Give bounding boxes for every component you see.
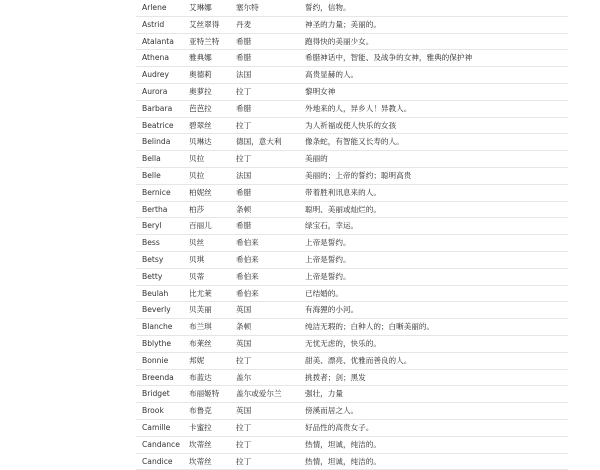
chinese-name-cell: 柏莎 [189, 204, 205, 214]
english-name-cell: Betty [142, 271, 163, 281]
origin-cell: 希腊 [236, 53, 252, 63]
table-row [136, 252, 568, 269]
meaning-cell: 强壮，力量 [305, 389, 343, 399]
origin-cell: 条顿 [236, 204, 252, 214]
origin-cell: 希腊 [236, 103, 252, 113]
chinese-name-cell: 布莱丝 [189, 338, 212, 348]
english-name-cell: Breenda [142, 372, 174, 382]
meaning-cell: 跑得快的美丽少女。 [305, 36, 374, 46]
english-name-cell: Bella [142, 154, 161, 164]
meaning-cell: 绿宝石，幸运。 [305, 221, 359, 231]
meaning-cell: 希腊神话中，智能、及战争的女神，雅典的保护神 [305, 53, 473, 63]
origin-cell: 希腊 [236, 36, 252, 46]
origin-cell: 拉丁 [236, 439, 252, 449]
meaning-cell: 挑拨者；剑；黑发 [305, 372, 366, 382]
table-row [136, 50, 568, 67]
origin-cell: 拉丁 [236, 355, 252, 365]
chinese-name-cell: 卡蜜拉 [189, 422, 212, 432]
chinese-name-cell: 比尤莱 [189, 288, 212, 298]
english-name-cell: Atalanta [142, 36, 174, 46]
origin-cell: 希伯来 [236, 254, 259, 264]
table-row [136, 17, 568, 34]
table-row [136, 420, 568, 437]
chinese-name-cell: 奥萝拉 [189, 86, 212, 96]
english-name-cell: Bridget [142, 389, 170, 399]
origin-cell: 拉丁 [236, 456, 252, 466]
origin-cell: 希伯来 [236, 288, 259, 298]
meaning-cell: 带着胜利讯息来的人。 [305, 187, 381, 197]
english-name-cell: Bertha [142, 204, 168, 214]
table-row [136, 235, 568, 252]
english-name-cell: Athena [142, 53, 169, 63]
chinese-name-cell: 贝琪 [189, 254, 205, 264]
meaning-cell: 黎明女神 [305, 86, 336, 96]
names-table [136, 0, 568, 470]
origin-cell: 英国 [236, 305, 252, 315]
chinese-name-cell: 百丽儿 [189, 221, 212, 231]
meaning-cell: 好品性的高贵女子。 [305, 422, 374, 432]
origin-cell: 希腊 [236, 221, 252, 231]
origin-cell: 拉丁 [236, 422, 252, 432]
meaning-cell: 美丽的；上帝的誓约；聪明高贵 [305, 170, 412, 180]
origin-cell: 希伯来 [236, 271, 259, 281]
meaning-cell: 热情，坦诚，纯洁的。 [305, 439, 381, 449]
english-name-cell: Brook [142, 406, 164, 416]
english-name-cell: Candice [142, 456, 173, 466]
origin-cell: 丹麦 [236, 19, 252, 29]
origin-cell: 英国 [236, 406, 252, 416]
table-row [136, 185, 568, 202]
chinese-name-cell: 奥德莉 [189, 70, 212, 80]
table-row [136, 319, 568, 336]
chinese-name-cell: 布兰琪 [189, 322, 212, 332]
english-name-cell: Beryl [142, 221, 162, 231]
meaning-cell: 上帝是誓约。 [305, 238, 351, 248]
chinese-name-cell: 邦妮 [189, 355, 205, 365]
chinese-name-cell: 布蓝达 [189, 372, 212, 382]
table-row [136, 151, 568, 168]
origin-cell: 法国 [236, 170, 252, 180]
chinese-name-cell: 贝拉 [189, 154, 205, 164]
table-row [136, 84, 568, 101]
chinese-name-cell: 芭芭拉 [189, 103, 212, 113]
origin-cell: 拉丁 [236, 154, 252, 164]
chinese-name-cell: 雅典娜 [189, 53, 212, 63]
table-row [136, 370, 568, 387]
table-row [136, 134, 568, 151]
chinese-name-cell: 贝拉 [189, 170, 205, 180]
table-row [136, 403, 568, 420]
table-row [136, 168, 568, 185]
meaning-cell: 有海狸的小河。 [305, 305, 359, 315]
chinese-name-cell: 艾琳娜 [189, 3, 212, 12]
english-name-cell: Aurora [142, 86, 168, 96]
chinese-name-cell: 贝丝 [189, 238, 205, 248]
table-row [136, 67, 568, 84]
table-row [136, 286, 568, 303]
meaning-cell: 无忧无虑的，快乐的。 [305, 338, 381, 348]
meaning-cell: 已结婚的。 [305, 288, 343, 298]
english-name-cell: Betsy [142, 254, 164, 264]
table-row [136, 101, 568, 118]
chinese-name-cell: 贝芙丽 [189, 305, 212, 315]
english-name-cell: Beverly [142, 305, 171, 315]
chinese-name-cell: 亚特兰特 [189, 36, 220, 46]
meaning-cell: 神圣的力量；美丽的。 [305, 19, 381, 29]
english-name-cell: Candance [142, 439, 180, 449]
meaning-cell: 甜美、漂亮、优雅而善良的人。 [305, 355, 412, 365]
table-row [136, 336, 568, 353]
table-row [136, 218, 568, 235]
english-name-cell: Camille [142, 422, 171, 432]
english-name-cell: Beulah [142, 288, 169, 298]
origin-cell: 拉丁 [236, 120, 252, 130]
origin-cell: 盖尔或爱尔兰 [236, 389, 282, 399]
english-name-cell: Beatrice [142, 120, 174, 130]
origin-cell: 英国 [236, 338, 252, 348]
chinese-name-cell: 坎蒂丝 [189, 456, 212, 466]
chinese-name-cell: 碧翠丝 [189, 120, 212, 130]
chinese-name-cell: 柏妮丝 [189, 187, 212, 197]
chinese-name-cell: 艾丝翠得 [189, 19, 220, 29]
origin-cell: 法国 [236, 70, 252, 80]
meaning-cell: 高贵显赫的人。 [305, 70, 359, 80]
meaning-cell: 誓约，信物。 [305, 3, 351, 12]
meaning-cell: 傍溪而居之人。 [305, 406, 359, 416]
table-row [136, 118, 568, 135]
table-row [136, 202, 568, 219]
meaning-cell: 热情，坦诚，纯洁的。 [305, 456, 381, 466]
chinese-name-cell: 布鲁克 [189, 406, 212, 416]
meaning-cell: 外地来的人，异乡人！异教人。 [305, 103, 412, 113]
chinese-name-cell: 贝琳达 [189, 137, 212, 147]
english-name-cell: Bonnie [142, 355, 169, 365]
origin-cell: 塞尔特 [236, 3, 259, 12]
table-row [136, 34, 568, 51]
meaning-cell: 纯洁无瑕的；白种人的；白晰美丽的。 [305, 322, 435, 332]
meaning-cell: 上帝是誓约。 [305, 271, 351, 281]
chinese-name-cell: 坎蒂丝 [189, 439, 212, 449]
english-name-cell: Blanche [142, 322, 173, 332]
english-name-cell: Bess [142, 238, 160, 248]
origin-cell: 盖尔 [236, 372, 252, 382]
origin-cell: 希腊 [236, 187, 252, 197]
english-name-cell: Bernice [142, 187, 171, 197]
english-name-cell: Astrid [142, 19, 165, 29]
meaning-cell: 美丽的 [305, 154, 328, 164]
chinese-name-cell: 布丽姬特 [189, 389, 220, 399]
meaning-cell: 像条蛇，有智能又长寿的人。 [305, 137, 404, 147]
english-name-cell: Belle [142, 170, 161, 180]
english-name-cell: Audrey [142, 70, 169, 80]
origin-cell: 希伯来 [236, 238, 259, 248]
table-row [136, 386, 568, 403]
english-name-cell: Arlene [142, 3, 167, 12]
table-row [136, 437, 568, 454]
chinese-name-cell: 贝蒂 [189, 271, 205, 281]
table-row [136, 269, 568, 286]
table-row [136, 0, 568, 17]
meaning-cell: 上帝是誓约。 [305, 254, 351, 264]
table-row [136, 302, 568, 319]
meaning-cell: 聪明、美丽或灿烂的。 [305, 204, 381, 214]
table-row [136, 353, 568, 370]
origin-cell: 拉丁 [236, 86, 252, 96]
origin-cell: 条顿 [236, 322, 252, 332]
english-name-cell: Belinda [142, 137, 171, 147]
table-row [136, 454, 568, 470]
english-name-cell: Barbara [142, 103, 173, 113]
origin-cell: 德国，意大利 [236, 137, 282, 147]
english-name-cell: Bblythe [142, 338, 172, 348]
meaning-cell: 为人祈福或使人快乐的女孩 [305, 120, 397, 130]
